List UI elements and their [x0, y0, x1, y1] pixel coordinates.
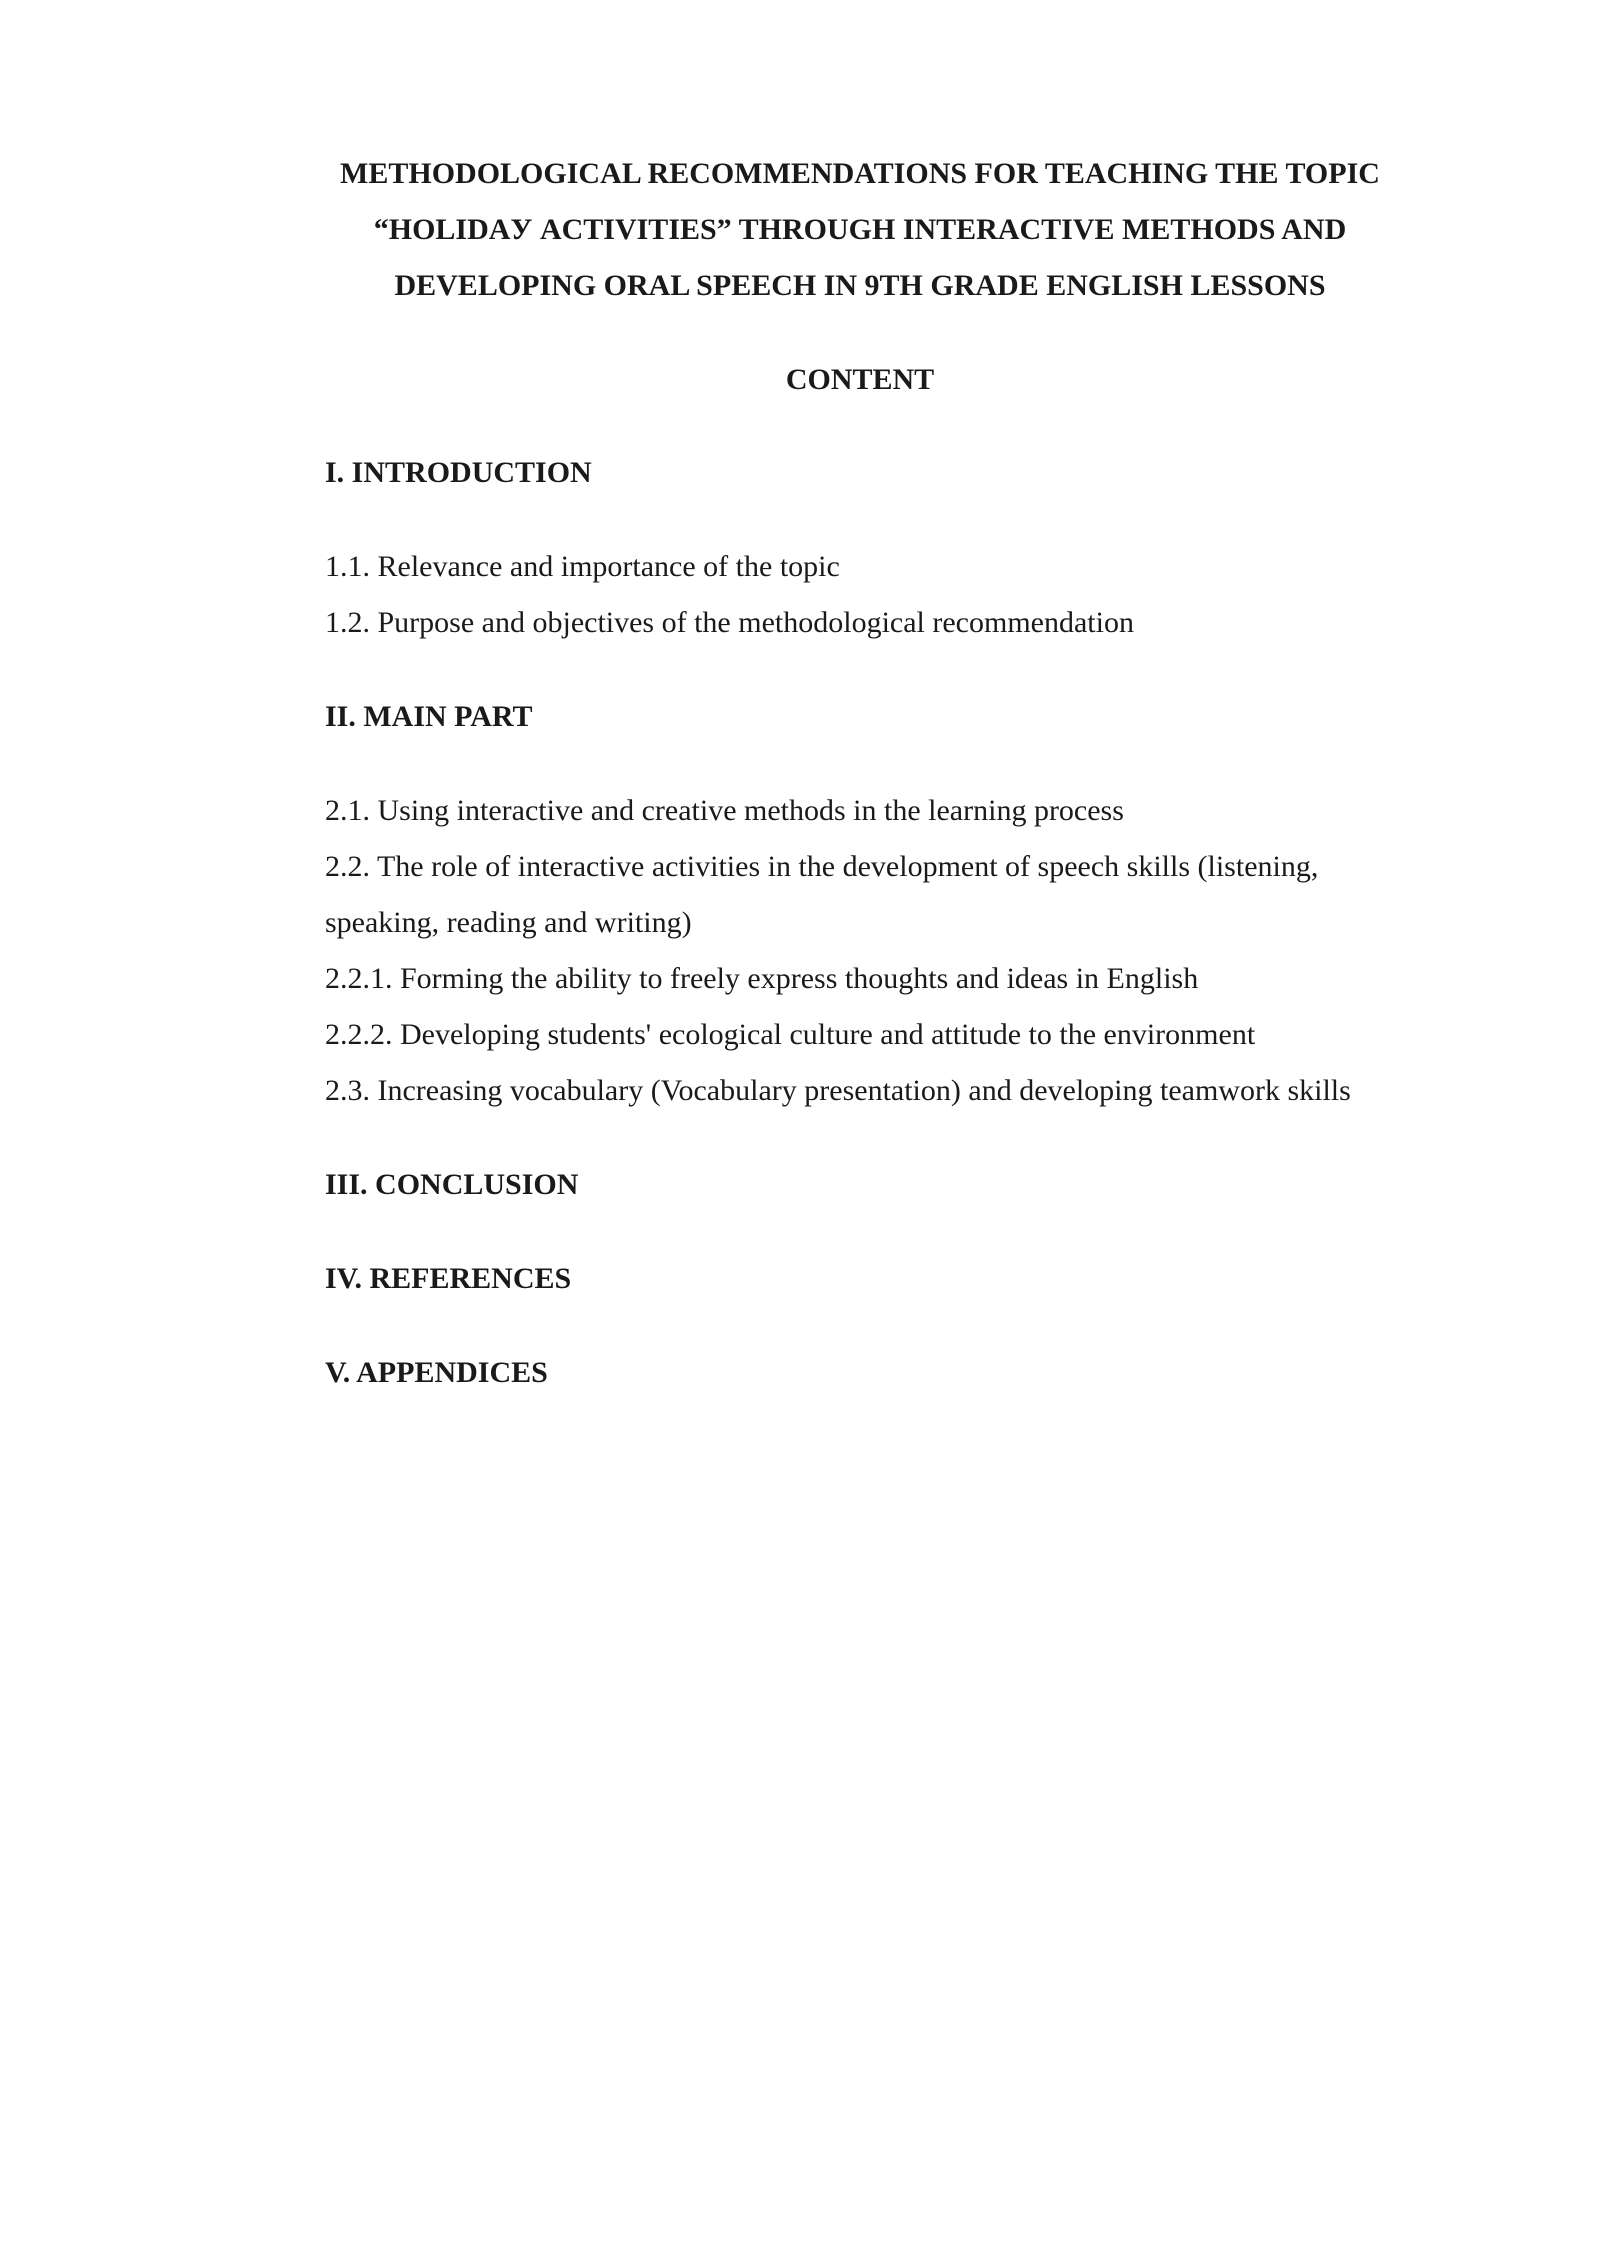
- toc-entry: 2.3. Increasing vocabulary (Vocabulary presentation) and developing teamwork skills: [325, 1074, 1351, 1107]
- title-line: “HOLIDAУ ACTIVITIES” THROUGH INTERACTIVE METHODS AND: [373, 213, 1347, 246]
- section-heading-main-part: II. MAIN PART: [325, 700, 533, 733]
- title-line: DEVELOPING ORAL SPEECH IN 9TH GRADE ENGLISH LESSONS: [394, 269, 1326, 302]
- toc-entry: 2.2.2. Developing students' ecological culture and attitude to the environment: [325, 1018, 1256, 1051]
- section-heading-appendices: V. APPENDICES: [325, 1356, 548, 1389]
- toc-entry: 2.2.1. Forming the ability to freely express thoughts and ideas in English: [325, 962, 1199, 995]
- section-heading-introduction: I. INTRODUCTION: [325, 456, 592, 489]
- content-heading: CONTENT: [785, 363, 935, 396]
- section-entries-main-part: [325, 783, 1505, 1119]
- toc-entry: 2.2. The role of interactive activities in the development of speech skills (listening,: [325, 850, 1319, 883]
- document-title: [240, 146, 1480, 314]
- toc-entry: 1.2. Purpose and objectives of the methodological recommendation: [325, 606, 1134, 639]
- section-heading-references: IV. REFERENCES: [325, 1262, 572, 1295]
- toc-entry-continuation: speaking, reading and writing): [325, 906, 692, 939]
- toc-entry: 1.1. Relevance and importance of the topic: [325, 550, 840, 583]
- table-of-contents: [325, 445, 1505, 1439]
- toc-entry: 2.1. Using interactive and creative methods in the learning process: [325, 794, 1124, 827]
- section-entries-introduction: [325, 539, 1505, 651]
- title-line: METHODOLOGICAL RECOMMENDATIONS FOR TEACHING THE TOPIC: [340, 157, 1380, 190]
- section-heading-conclusion: III. CONCLUSION: [325, 1168, 579, 1201]
